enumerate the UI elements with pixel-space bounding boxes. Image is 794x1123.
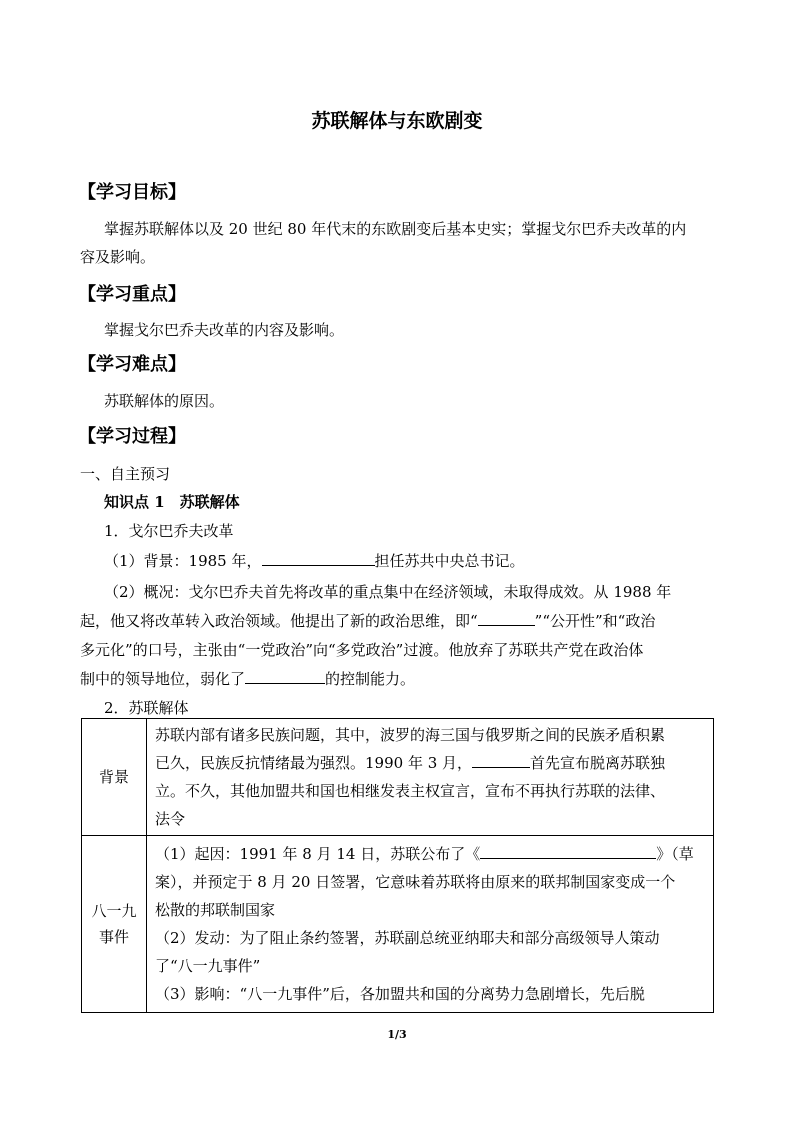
background-text-a: （1）背景：1985 年， (104, 552, 262, 570)
table-line: 了“八一九事件” (155, 957, 261, 975)
fill-blank[interactable] (478, 609, 535, 626)
overview-line-3: 多元化”的口号，主张由“一党政治”向“多党政治”过渡。他放弃了苏联共产党在政治体 (80, 641, 644, 659)
dissolution-table (81, 718, 714, 1013)
page-title: 苏联解体与东欧剧变 (311, 110, 483, 132)
table-line: （3）影响：“八一九事件”后，各加盟共和国的分离势力急剧增长，先后脱 (155, 985, 645, 1003)
key-heading: 【学习重点】 (78, 284, 186, 305)
overview-text-a: 起，他又将改革转入政治领域。他提出了新的政治思维，即“ (80, 612, 478, 630)
row-label-line: 八一九 (91, 902, 137, 920)
overview-text-c: 制中的领导地位，弱化了 (80, 670, 246, 688)
table-text: 》（草 (656, 845, 694, 863)
objective-line-1: 掌握苏联解体以及 20 世纪 80 年代末的东欧剧变后基本史实；掌握戈尔巴乔夫改革的内 (104, 220, 687, 238)
table-line: 松散的邦联制国家 (155, 901, 276, 919)
table-line (155, 840, 707, 868)
table-text: 已久，民族反抗情绪最为强烈。1990 年 3 月， (155, 754, 473, 772)
table-line: （2）发动：为了阻止条约签署，苏联副总统亚纳耶夫和部分高级领导人策动 (155, 929, 660, 947)
overview-line-2 (80, 608, 655, 634)
row-label-819-event (82, 836, 147, 1013)
row-label-line: 事件 (98, 928, 129, 946)
table-line (155, 749, 707, 777)
row-label-background: 背景 (82, 719, 147, 836)
preview-heading: 一、自主预习 (80, 465, 171, 483)
difficult-text: 苏联解体的原因。 (104, 392, 225, 410)
background-line (104, 548, 525, 574)
table-text: （1）起因：1991 年 8 月 14 日，苏联公布了《 (155, 845, 481, 863)
knowledge-point-heading: 知识点 1 苏联解体 (104, 493, 240, 511)
fill-blank[interactable] (472, 751, 530, 768)
fill-blank[interactable] (245, 667, 325, 684)
objective-line-2: 容及影响。 (80, 248, 156, 266)
overview-text-d: 的控制能力。 (325, 670, 416, 688)
table-line: 案），并预定于 8 月 20 日签署，它意味着苏联将由原来的联邦制国家变成一个 (155, 873, 676, 891)
fill-blank[interactable] (480, 842, 656, 859)
process-heading: 【学习过程】 (78, 426, 186, 447)
table-row (82, 836, 714, 1013)
item-2-heading: 2．苏联解体 (104, 699, 189, 717)
difficult-heading: 【学习难点】 (78, 354, 186, 375)
objective-heading: 【学习目标】 (78, 182, 186, 203)
item-1-heading: 1．戈尔巴乔夫改革 (104, 522, 234, 540)
fill-blank[interactable] (262, 549, 375, 566)
table-line: 苏联内部有诸多民族问题，其中，波罗的海三国与俄罗斯之间的民族矛盾积累 (155, 726, 666, 744)
row-content-background (147, 719, 714, 836)
background-text-b: 担任苏共中央总书记。 (374, 552, 525, 570)
overview-line-4 (80, 666, 415, 692)
table-text: 首先宣布脱离苏联独 (530, 754, 666, 772)
key-text: 掌握戈尔巴乔夫改革的内容及影响。 (104, 321, 345, 339)
page-number: 1/3 (387, 1028, 407, 1041)
table-row (82, 719, 714, 836)
overview-line-1: （2）概况：戈尔巴乔夫首先将改革的重点集中在经济领域，未取得成效。从 1988 年 (104, 583, 672, 601)
table-line: 法令 (155, 810, 186, 828)
table-line: 立。不久，其他加盟共和国也相继发表主权宣言，宣布不再执行苏联的法律、 (155, 782, 666, 800)
row-content-819-event (147, 836, 714, 1013)
overview-text-b: ”“公开性”和“政治 (534, 612, 656, 630)
